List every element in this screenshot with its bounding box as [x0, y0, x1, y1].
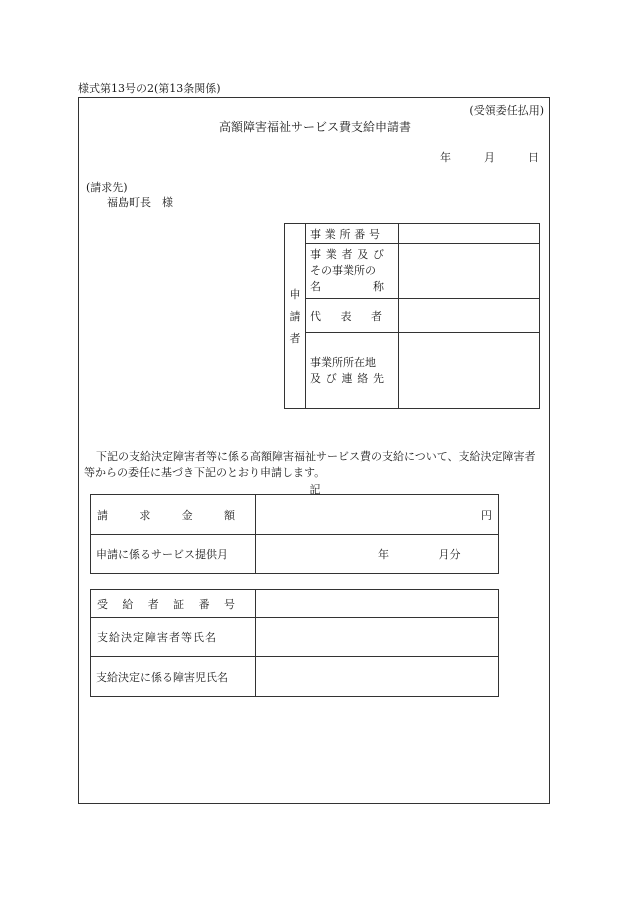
office-number-label: 事 業 所 番 号	[306, 224, 399, 244]
date-year: 年	[440, 151, 451, 164]
form-number: 様式第13号の2(第13条関係)	[78, 82, 221, 95]
business-name-label: 事 業 者 及 び その事業所の 名 称	[306, 244, 399, 299]
cert-number-label: 受 給 者 証 番 号	[91, 590, 256, 618]
applicant-side-label: 申 請 者	[285, 224, 306, 409]
ki-label: 記	[309, 483, 321, 496]
payment-type: (受領委任払用)	[469, 104, 544, 117]
service-month-label: 申請に係るサービス提供月	[91, 535, 256, 574]
date-line	[440, 149, 539, 165]
addressee-label: (請求先)	[86, 181, 128, 194]
body-text: 下記の支給決定障害者等に係る高額障害福祉サービス費の支給について、支給決定障害者等からの委任に基づき下記のとおり申請します。	[84, 450, 536, 479]
recipient-table	[90, 589, 499, 697]
address-label: 事業所所在地 及 び 連 絡 先	[306, 333, 399, 409]
date-day: 日	[528, 151, 539, 164]
business-name-field[interactable]	[399, 244, 540, 299]
amount-label: 請 求 金 額	[91, 495, 256, 535]
claim-table	[90, 494, 499, 574]
page-title: 高額障害福祉サービス費支給申請書	[218, 120, 411, 134]
child-name-field[interactable]	[256, 657, 499, 697]
applicant-table	[284, 223, 540, 409]
service-month-field[interactable]: 年 月分	[256, 535, 499, 574]
amount-unit: 円	[481, 508, 492, 522]
cert-number-field[interactable]	[256, 590, 499, 618]
representative-field[interactable]	[399, 299, 540, 333]
address-field[interactable]	[399, 333, 540, 409]
representative-label: 代 表 者	[306, 299, 399, 333]
date-month: 月	[484, 151, 495, 164]
office-number-field[interactable]	[399, 224, 540, 244]
child-name-label: 支給決定に係る障害児氏名	[91, 657, 256, 697]
recipient-name-field[interactable]	[256, 618, 499, 657]
amount-field[interactable]	[256, 495, 499, 535]
recipient-name-label: 支給決定障害者等氏名	[91, 618, 256, 657]
addressee-name: 福島町長 様	[107, 196, 173, 209]
